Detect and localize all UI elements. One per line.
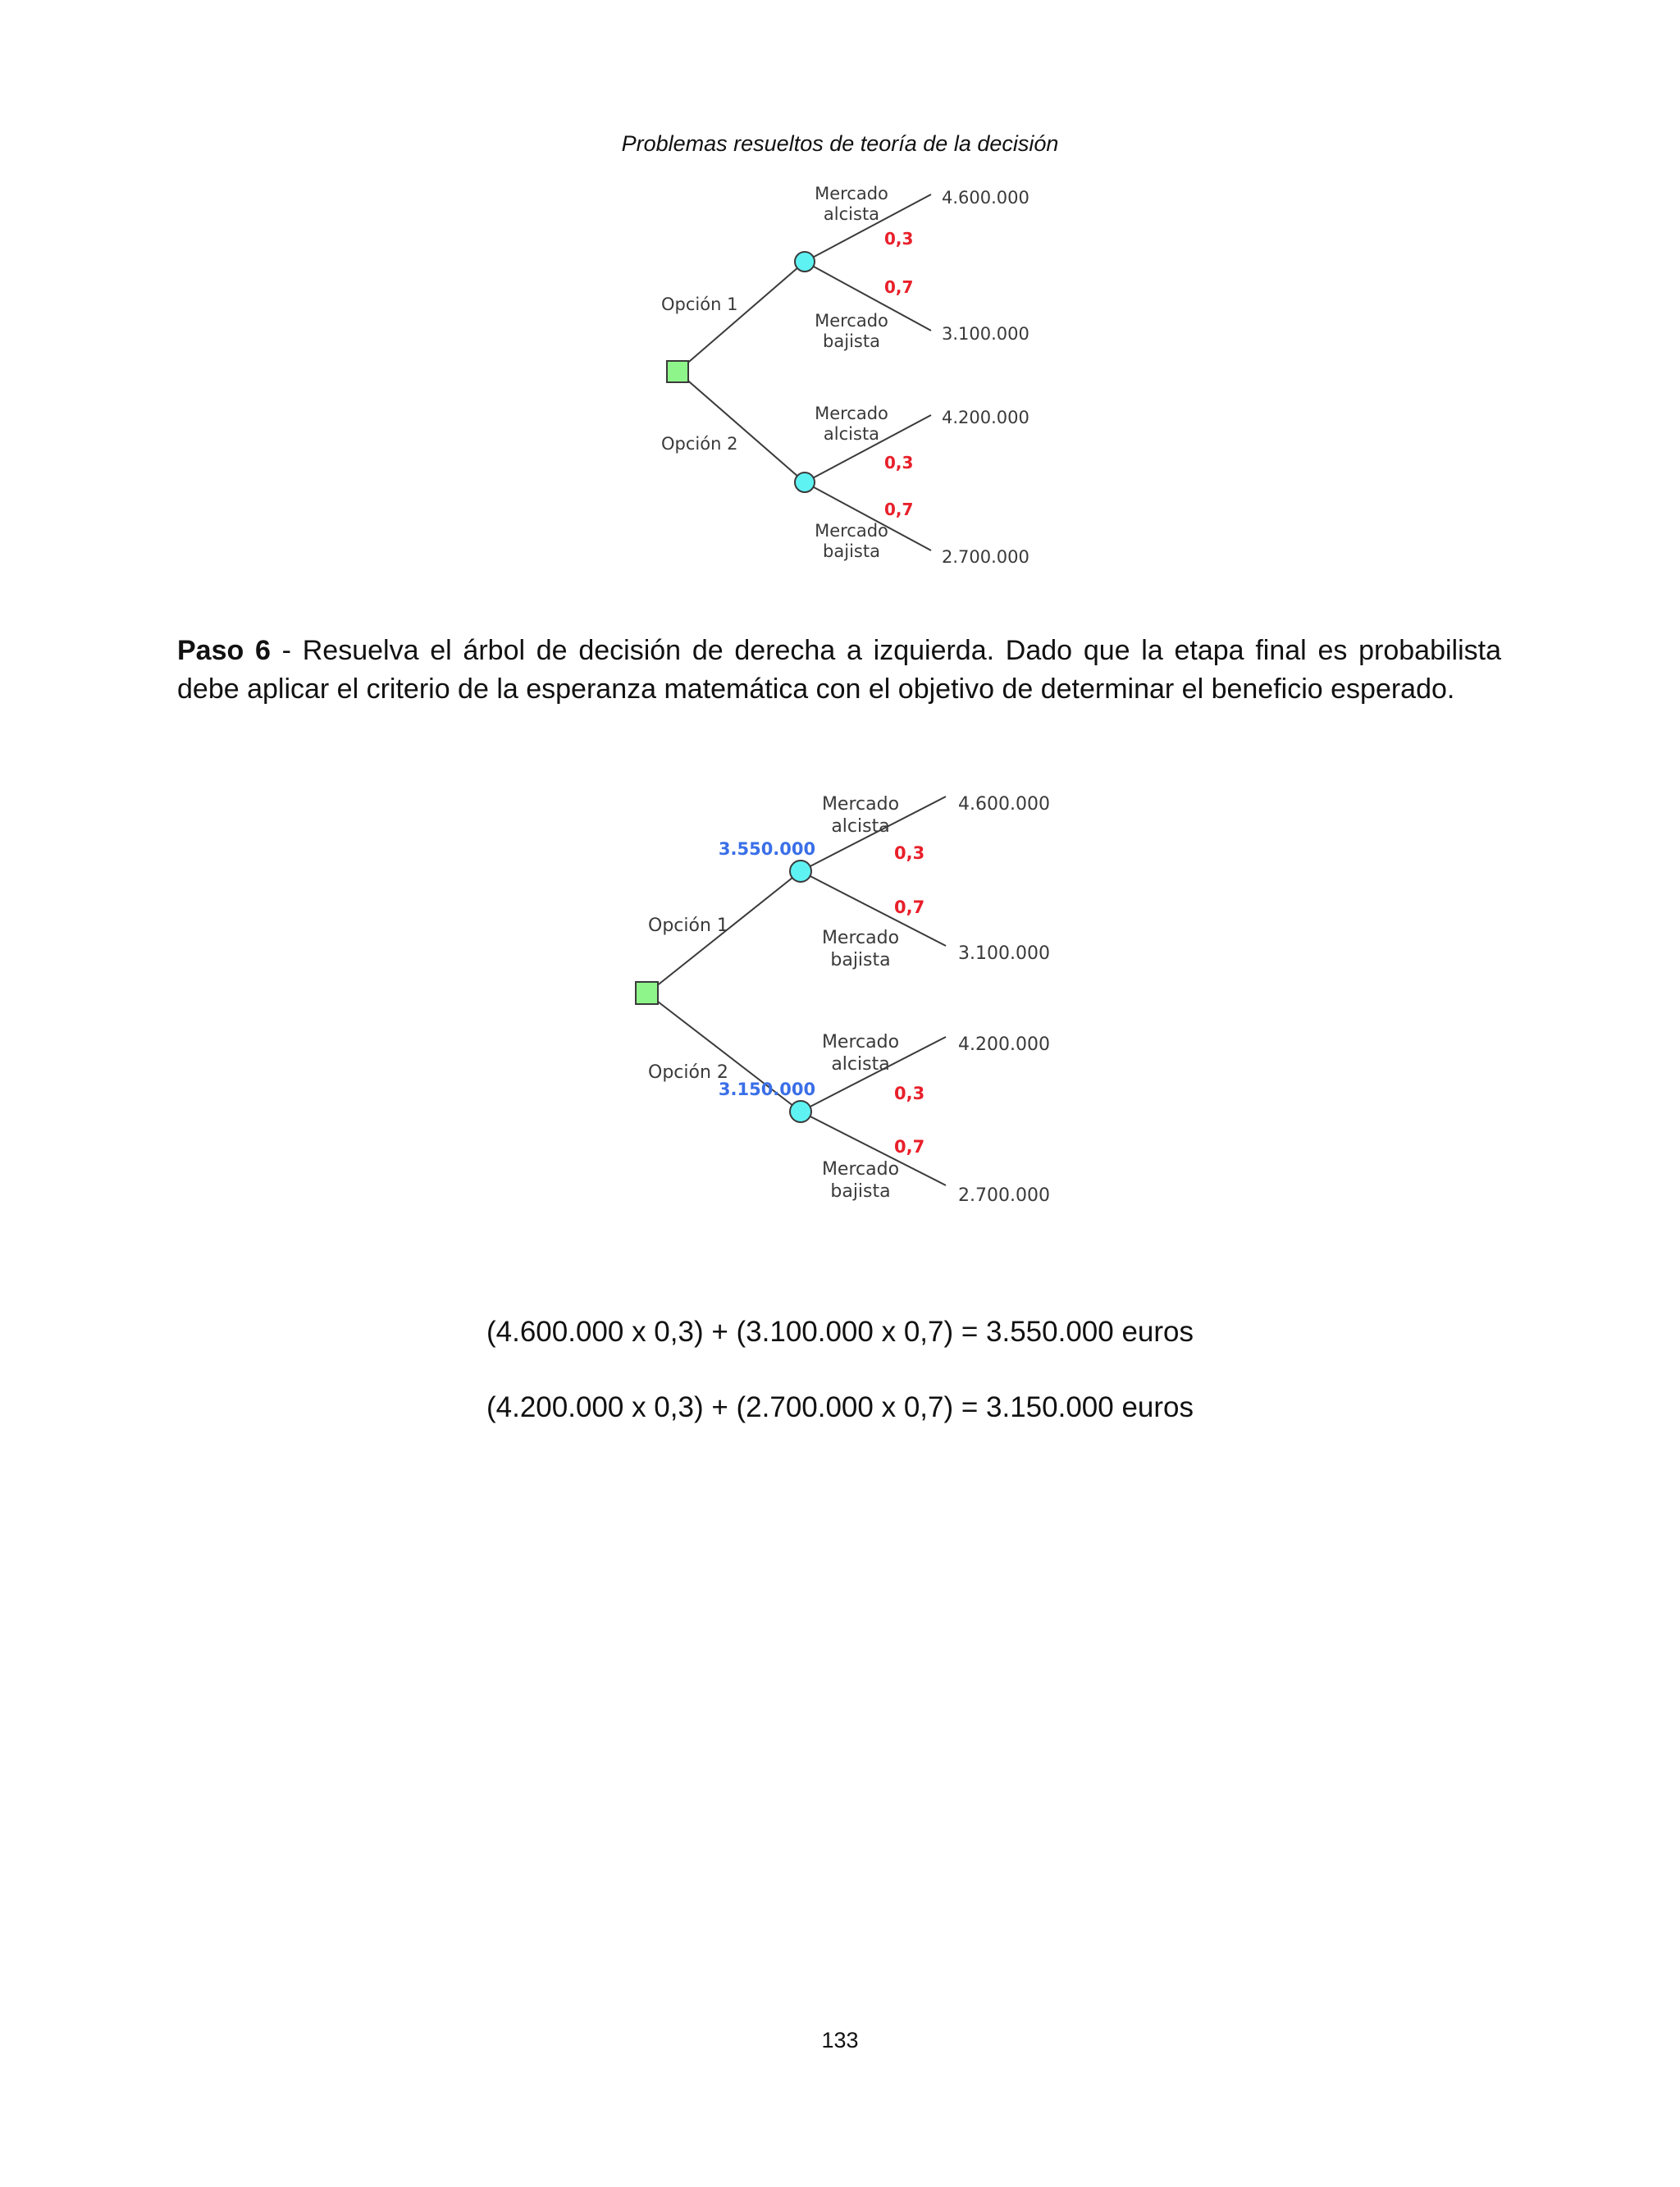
branch-label: Mercado — [815, 311, 888, 331]
payoff-value: 2.700.000 — [942, 547, 1029, 567]
probability-label: 0,3 — [884, 229, 914, 249]
option-1-label: Opción 1 — [648, 915, 728, 936]
payoff-value: 4.200.000 — [958, 1034, 1050, 1055]
decision-tree-initial — [623, 176, 1083, 578]
branch-label: bajista — [823, 541, 880, 561]
payoff-value: 2.700.000 — [958, 1185, 1050, 1206]
branch-label: bajista — [823, 331, 880, 351]
branch-label: Mercado — [815, 404, 888, 423]
probability-label: 0,3 — [894, 1084, 925, 1103]
chance-node — [790, 861, 811, 882]
decision-node — [636, 982, 658, 1004]
option-2-label: Opción 2 — [648, 1062, 728, 1083]
payoff-value: 3.100.000 — [958, 943, 1050, 964]
branch-label: Mercado — [815, 184, 888, 203]
step-text: - Resuelva el árbol de decisión de derecha a izquierda. Dado que la etapa final es probabilista debe aplicar el criterio de la esperanza matemática con el objetivo de determinar el beneficio esperado. — [177, 635, 1501, 705]
branch-label: bajista — [830, 950, 891, 970]
running-header: Problemas resueltos de teoría de la decisión — [621, 131, 1059, 156]
payoff-value: 3.100.000 — [942, 324, 1029, 344]
decision-node — [667, 361, 688, 382]
payoff-value: 4.600.000 — [958, 794, 1050, 815]
probability-label: 0,7 — [884, 277, 914, 297]
branch-label: Mercado — [815, 521, 888, 541]
expected-value-label: 3.550.000 — [718, 839, 816, 859]
option-1-label: Opción 1 — [661, 294, 738, 314]
probability-label: 0,7 — [894, 1137, 925, 1157]
chance-node — [795, 473, 815, 492]
branch-label: alcista — [831, 1054, 890, 1075]
branch-label: Mercado — [821, 928, 900, 948]
branch-label: Mercado — [821, 1159, 900, 1180]
probability-label: 0,7 — [894, 897, 925, 917]
expected-value-label: 3.150.000 — [718, 1080, 816, 1099]
probability-label: 0,3 — [884, 453, 914, 473]
option-2-label: Opción 2 — [661, 434, 738, 454]
probability-label: 0,3 — [894, 843, 925, 863]
chance-node — [795, 252, 815, 272]
page-number: 133 — [821, 2028, 859, 2052]
payoff-value: 4.200.000 — [942, 408, 1029, 427]
equation-option-2: (4.200.000 x 0,3) + (2.700.000 x 0,7) = 3.150.000 euros — [486, 1391, 1194, 1423]
branch-label: Mercado — [821, 1032, 900, 1052]
branch-label: Mercado — [821, 794, 900, 815]
payoff-value: 4.600.000 — [942, 188, 1029, 208]
branch-label: bajista — [830, 1181, 891, 1202]
decision-tree-solved — [607, 783, 1099, 1210]
branch-label: alcista — [823, 204, 880, 224]
step-title: Paso 6 — [177, 635, 271, 666]
chance-node — [790, 1101, 811, 1122]
branch-label: alcista — [823, 424, 880, 444]
branch-label: alcista — [831, 816, 890, 837]
probability-label: 0,7 — [884, 500, 914, 519]
step-paragraph — [177, 632, 1501, 709]
equation-option-1: (4.600.000 x 0,3) + (3.100.000 x 0,7) = 3.550.000 euros — [486, 1316, 1194, 1348]
